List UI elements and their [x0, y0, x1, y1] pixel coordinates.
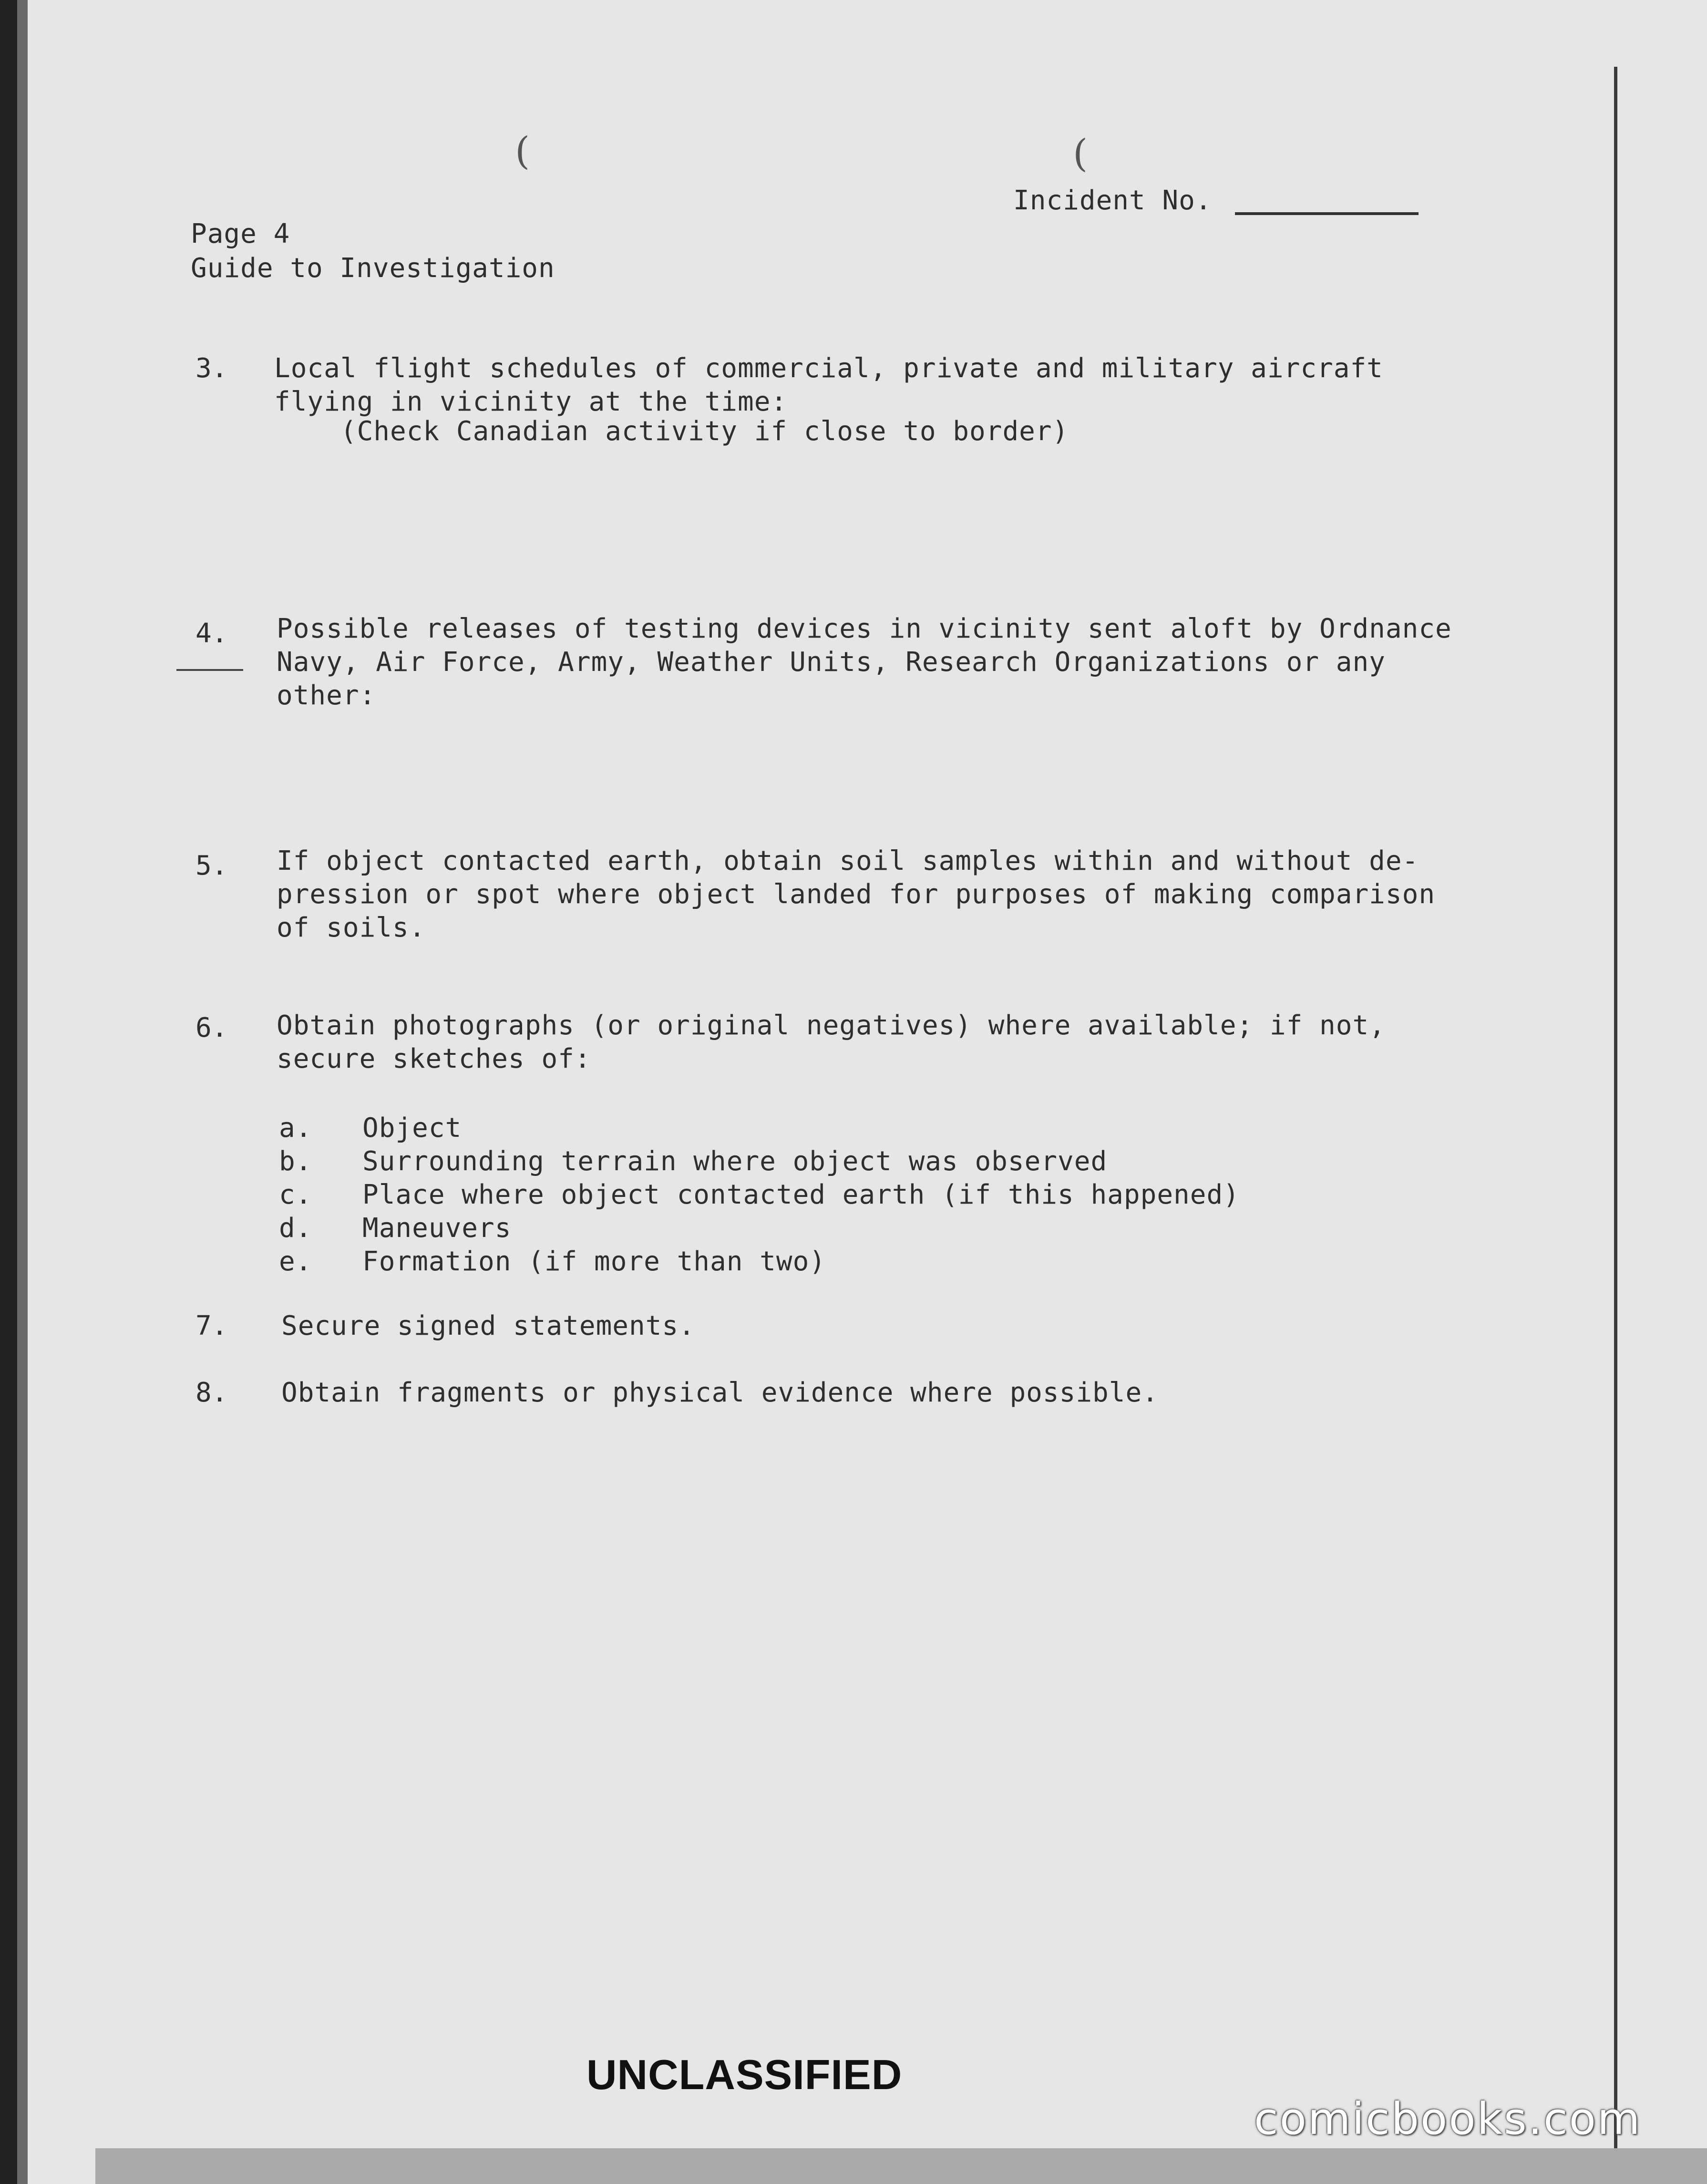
item-line: secure sketches of:: [277, 1043, 591, 1074]
item-number: 7.: [195, 1310, 228, 1341]
item-number: 5.: [195, 850, 228, 881]
watermark: comicbooks.com: [1254, 2093, 1642, 2144]
subitem-text: Object: [362, 1113, 462, 1144]
item-line: pression or spot where object landed for purposes of making comparison: [277, 879, 1436, 910]
punch-mark-right: (: [1073, 131, 1088, 175]
incident-number-blank: [1235, 212, 1419, 215]
subitem-text: Formation (if more than two): [362, 1246, 826, 1277]
item-line: Secure signed statements.: [281, 1310, 695, 1341]
item-number: 4.: [195, 618, 228, 649]
subitem-letter: d.: [279, 1213, 312, 1244]
right-margin-rule: [1614, 67, 1617, 2160]
item-line: Possible releases of testing devices in vicinity sent aloft by Ordnance: [277, 613, 1452, 644]
subitem-letter: a.: [279, 1113, 312, 1144]
punch-mark-left: (: [515, 129, 530, 173]
item-line: If object contacted earth, obtain soil samples within and without de-: [277, 845, 1419, 876]
scan-bottom-strip: [95, 2148, 1707, 2184]
scan-left-edge: [0, 0, 17, 2184]
classification-stamp: UNCLASSIFIED: [586, 2051, 903, 2098]
subitem-letter: e.: [279, 1246, 312, 1277]
item-number: 6.: [195, 1012, 228, 1043]
item-line: (Check Canadian activity if close to border): [274, 416, 1069, 447]
subitem-letter: c.: [279, 1179, 312, 1210]
item-line: other:: [277, 680, 376, 711]
item-line: Obtain photographs (or original negatives) where available; if not,: [277, 1010, 1386, 1041]
document-title: Guide to Investigation: [191, 253, 555, 284]
incident-label: Incident No.: [1013, 185, 1212, 216]
item-line: of soils.: [277, 912, 426, 943]
margin-dash: [176, 669, 243, 671]
subitem-text: Place where object contacted earth (if this happened): [362, 1179, 1240, 1210]
subitem-text: Maneuvers: [362, 1213, 512, 1244]
scan-left-shadow: [17, 0, 28, 2184]
item-number: 8.: [195, 1377, 228, 1408]
item-line: Local flight schedules of commercial, private and military aircraft: [274, 353, 1383, 384]
item-number: 3.: [195, 353, 228, 384]
item-line: flying in vicinity at the time:: [274, 386, 788, 417]
page-number: Page 4: [191, 218, 290, 249]
subitem-text: Surrounding terrain where object was observed: [362, 1146, 1108, 1177]
item-line: Obtain fragments or physical evidence where possible.: [281, 1377, 1159, 1408]
subitem-letter: b.: [279, 1146, 312, 1177]
item-line: Navy, Air Force, Army, Weather Units, Research Organizations or any: [277, 647, 1386, 678]
